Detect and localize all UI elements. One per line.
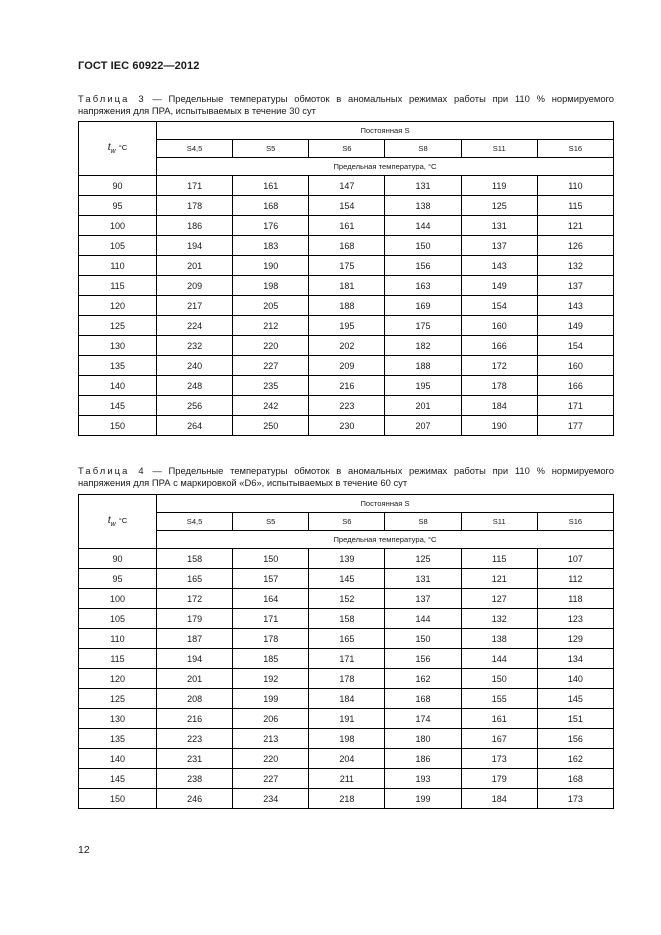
temperature-cell: 199 xyxy=(233,689,309,709)
temperature-cell: 131 xyxy=(461,216,537,236)
temperature-cell: 110 xyxy=(537,176,613,196)
temperature-cell: 167 xyxy=(461,729,537,749)
temperature-cell: 227 xyxy=(233,356,309,376)
s-value-header: S16 xyxy=(537,140,613,158)
temperature-cell: 246 xyxy=(157,789,233,809)
s-values-row xyxy=(79,513,614,531)
temperature-cell: 186 xyxy=(385,749,461,769)
table-row xyxy=(79,729,614,749)
temperature-cell: 154 xyxy=(309,196,385,216)
table-row xyxy=(79,709,614,729)
table-row xyxy=(79,336,614,356)
temperature-cell: 158 xyxy=(309,609,385,629)
temperature-cell: 179 xyxy=(157,609,233,629)
tw-value-cell: 90 xyxy=(79,176,157,196)
table-row xyxy=(79,376,614,396)
temperature-cell: 162 xyxy=(385,669,461,689)
temperature-cell: 192 xyxy=(233,669,309,689)
tw-value-cell: 120 xyxy=(79,296,157,316)
tw-value-cell: 125 xyxy=(79,689,157,709)
temperature-cell: 156 xyxy=(385,649,461,669)
temperature-cell: 205 xyxy=(233,296,309,316)
temperature-cell: 188 xyxy=(385,356,461,376)
tw-value-cell: 95 xyxy=(79,569,157,589)
temperature-cell: 166 xyxy=(461,336,537,356)
temperature-cell: 209 xyxy=(157,276,233,296)
temperature-cell: 217 xyxy=(157,296,233,316)
temperature-cell: 184 xyxy=(461,789,537,809)
s-value-header: S16 xyxy=(537,513,613,531)
temperature-cell: 149 xyxy=(537,316,613,336)
temperature-cell: 134 xyxy=(537,649,613,669)
constant-s-header: Постоянная S xyxy=(157,122,614,140)
s-value-header: S4,5 xyxy=(157,140,233,158)
temperature-cell: 176 xyxy=(233,216,309,236)
tw-header-cell xyxy=(79,495,157,549)
temperature-cell: 156 xyxy=(385,256,461,276)
temperature-cell: 168 xyxy=(385,689,461,709)
table-row xyxy=(79,296,614,316)
temperature-cell: 218 xyxy=(309,789,385,809)
temperature-cell: 154 xyxy=(537,336,613,356)
temperature-cell: 169 xyxy=(385,296,461,316)
temperature-cell: 138 xyxy=(385,196,461,216)
tw-value-cell: 115 xyxy=(79,649,157,669)
temperature-cell: 158 xyxy=(157,549,233,569)
temperature-cell: 156 xyxy=(537,729,613,749)
temperature-cell: 182 xyxy=(385,336,461,356)
temperature-cell: 202 xyxy=(309,336,385,356)
temperature-cell: 193 xyxy=(385,769,461,789)
temperature-cell: 211 xyxy=(309,769,385,789)
constant-s-header: Постоянная S xyxy=(157,495,614,513)
tw-value-cell: 105 xyxy=(79,236,157,256)
temperature-cell: 181 xyxy=(309,276,385,296)
table-row xyxy=(79,609,614,629)
s-value-header: S5 xyxy=(233,513,309,531)
table4 xyxy=(78,494,614,809)
temperature-cell: 118 xyxy=(537,589,613,609)
table-row xyxy=(79,196,614,216)
temperature-cell: 121 xyxy=(537,216,613,236)
tw-value-cell: 150 xyxy=(79,416,157,436)
temperature-cell: 165 xyxy=(309,629,385,649)
temperature-cell: 204 xyxy=(309,749,385,769)
table4-label: Таблица 4 xyxy=(78,465,146,476)
temperature-cell: 172 xyxy=(461,356,537,376)
table-row xyxy=(79,589,614,609)
temperature-cell: 201 xyxy=(385,396,461,416)
temperature-cell: 115 xyxy=(537,196,613,216)
tw-value-cell: 130 xyxy=(79,709,157,729)
temperature-cell: 201 xyxy=(157,256,233,276)
temperature-cell: 175 xyxy=(309,256,385,276)
temperature-cell: 190 xyxy=(461,416,537,436)
temperature-cell: 198 xyxy=(309,729,385,749)
temperature-cell: 123 xyxy=(537,609,613,629)
table-row xyxy=(79,256,614,276)
tw-value-cell: 135 xyxy=(79,356,157,376)
temperature-cell: 207 xyxy=(385,416,461,436)
temperature-cell: 171 xyxy=(309,649,385,669)
table-row xyxy=(79,769,614,789)
temperature-cell: 174 xyxy=(385,709,461,729)
temperature-cell: 240 xyxy=(157,356,233,376)
temperature-cell: 107 xyxy=(537,549,613,569)
temperature-cell: 238 xyxy=(157,769,233,789)
temperature-cell: 144 xyxy=(385,609,461,629)
table-row xyxy=(79,416,614,436)
temperature-cell: 168 xyxy=(537,769,613,789)
temperature-cell: 147 xyxy=(309,176,385,196)
table-row xyxy=(79,236,614,256)
temperature-cell: 175 xyxy=(385,316,461,336)
temperature-cell: 234 xyxy=(233,789,309,809)
s-value-header: S4,5 xyxy=(157,513,233,531)
table4-caption xyxy=(78,465,614,488)
temperature-cell: 131 xyxy=(385,176,461,196)
temperature-cell: 143 xyxy=(537,296,613,316)
table-row xyxy=(79,569,614,589)
table-row xyxy=(79,629,614,649)
temperature-cell: 119 xyxy=(461,176,537,196)
temperature-cell: 137 xyxy=(537,276,613,296)
tw-value-cell: 140 xyxy=(79,376,157,396)
temperature-cell: 151 xyxy=(537,709,613,729)
temperature-cell: 150 xyxy=(233,549,309,569)
page-number: 12 xyxy=(78,844,90,856)
temperature-cell: 137 xyxy=(385,589,461,609)
table-row xyxy=(79,356,614,376)
temperature-cell: 178 xyxy=(233,629,309,649)
temperature-cell: 220 xyxy=(233,749,309,769)
limit-temp-header: Предельная температура, °С xyxy=(157,158,614,176)
temperature-cell: 216 xyxy=(309,376,385,396)
temperature-cell: 144 xyxy=(385,216,461,236)
temperature-cell: 137 xyxy=(461,236,537,256)
table-row xyxy=(79,789,614,809)
temperature-cell: 154 xyxy=(461,296,537,316)
temperature-cell: 206 xyxy=(233,709,309,729)
tw-value-cell: 110 xyxy=(79,256,157,276)
temperature-cell: 160 xyxy=(461,316,537,336)
tw-value-cell: 100 xyxy=(79,216,157,236)
temperature-cell: 242 xyxy=(233,396,309,416)
table3 xyxy=(78,121,614,436)
tw-unit: °С xyxy=(118,516,128,526)
table-row xyxy=(79,316,614,336)
temperature-cell: 145 xyxy=(537,689,613,709)
temperature-cell: 195 xyxy=(385,376,461,396)
table-row xyxy=(79,549,614,569)
temperature-cell: 161 xyxy=(461,709,537,729)
table3-body xyxy=(79,176,614,436)
tw-value-cell: 140 xyxy=(79,749,157,769)
s-values-row xyxy=(79,140,614,158)
temperature-cell: 224 xyxy=(157,316,233,336)
temperature-cell: 256 xyxy=(157,396,233,416)
temperature-cell: 138 xyxy=(461,629,537,649)
tw-unit: °С xyxy=(118,143,128,153)
tw-symbol: $t_w$ xyxy=(107,514,116,529)
limit-temp-header: Предельная температура, °С xyxy=(157,531,614,549)
s-value-header: S6 xyxy=(309,513,385,531)
s-value-header: S8 xyxy=(385,140,461,158)
temperature-cell: 250 xyxy=(233,416,309,436)
temperature-cell: 172 xyxy=(157,589,233,609)
temperature-cell: 129 xyxy=(537,629,613,649)
temperature-cell: 264 xyxy=(157,416,233,436)
temperature-cell: 173 xyxy=(461,749,537,769)
tw-value-cell: 90 xyxy=(79,549,157,569)
temperature-cell: 145 xyxy=(309,569,385,589)
temperature-cell: 112 xyxy=(537,569,613,589)
temperature-cell: 186 xyxy=(157,216,233,236)
s-value-header: S6 xyxy=(309,140,385,158)
table-row xyxy=(79,176,614,196)
temperature-cell: 171 xyxy=(157,176,233,196)
table-row xyxy=(79,396,614,416)
temperature-cell: 152 xyxy=(309,589,385,609)
temperature-cell: 187 xyxy=(157,629,233,649)
table4-body xyxy=(79,549,614,809)
tw-value-cell: 145 xyxy=(79,769,157,789)
temperature-cell: 166 xyxy=(537,376,613,396)
temperature-cell: 220 xyxy=(233,336,309,356)
temperature-cell: 198 xyxy=(233,276,309,296)
tw-value-cell: 105 xyxy=(79,609,157,629)
temperature-cell: 223 xyxy=(157,729,233,749)
temperature-cell: 150 xyxy=(461,669,537,689)
table-row xyxy=(79,669,614,689)
temperature-cell: 213 xyxy=(233,729,309,749)
temperature-cell: 201 xyxy=(157,669,233,689)
temperature-cell: 188 xyxy=(309,296,385,316)
temperature-cell: 157 xyxy=(233,569,309,589)
temperature-cell: 163 xyxy=(385,276,461,296)
s-value-header: S8 xyxy=(385,513,461,531)
s-value-header: S11 xyxy=(461,513,537,531)
temperature-cell: 248 xyxy=(157,376,233,396)
tw-value-cell: 135 xyxy=(79,729,157,749)
temperature-cell: 190 xyxy=(233,256,309,276)
temperature-cell: 149 xyxy=(461,276,537,296)
temperature-cell: 125 xyxy=(461,196,537,216)
temperature-cell: 194 xyxy=(157,236,233,256)
temperature-cell: 209 xyxy=(309,356,385,376)
temperature-cell: 150 xyxy=(385,629,461,649)
temperature-cell: 232 xyxy=(157,336,233,356)
temperature-cell: 178 xyxy=(157,196,233,216)
temperature-cell: 184 xyxy=(309,689,385,709)
temperature-cell: 230 xyxy=(309,416,385,436)
temperature-cell: 160 xyxy=(537,356,613,376)
temperature-cell: 183 xyxy=(233,236,309,256)
temperature-cell: 216 xyxy=(157,709,233,729)
temperature-cell: 140 xyxy=(537,669,613,689)
tw-symbol: $t_w$ xyxy=(107,141,116,156)
temperature-cell: 178 xyxy=(461,376,537,396)
temperature-cell: 191 xyxy=(309,709,385,729)
tw-value-cell: 95 xyxy=(79,196,157,216)
temperature-cell: 180 xyxy=(385,729,461,749)
temperature-cell: 177 xyxy=(537,416,613,436)
temperature-cell: 143 xyxy=(461,256,537,276)
temperature-cell: 121 xyxy=(461,569,537,589)
temperature-cell: 173 xyxy=(537,789,613,809)
temperature-cell: 171 xyxy=(233,609,309,629)
temperature-cell: 231 xyxy=(157,749,233,769)
temperature-cell: 178 xyxy=(309,669,385,689)
temperature-cell: 126 xyxy=(537,236,613,256)
table-row xyxy=(79,749,614,769)
temperature-cell: 208 xyxy=(157,689,233,709)
temperature-cell: 212 xyxy=(233,316,309,336)
temperature-cell: 139 xyxy=(309,549,385,569)
tw-value-cell: 130 xyxy=(79,336,157,356)
temperature-cell: 115 xyxy=(461,549,537,569)
temperature-cell: 131 xyxy=(385,569,461,589)
temperature-cell: 199 xyxy=(385,789,461,809)
tw-value-cell: 125 xyxy=(79,316,157,336)
temperature-cell: 161 xyxy=(233,176,309,196)
temperature-cell: 223 xyxy=(309,396,385,416)
temperature-cell: 164 xyxy=(233,589,309,609)
temperature-cell: 168 xyxy=(309,236,385,256)
tw-value-cell: 110 xyxy=(79,629,157,649)
temperature-cell: 227 xyxy=(233,769,309,789)
table3-caption-text: — Предельные температуры обмоток в аномальных режимах работы при 110 % нормируемого напряжения для ПРА, испытываемых в течение 30 сут xyxy=(78,93,614,116)
temperature-cell: 161 xyxy=(309,216,385,236)
table3-label: Таблица 3 xyxy=(78,93,146,104)
temperature-cell: 155 xyxy=(461,689,537,709)
document-header: ГОСТ IEC 60922—2012 xyxy=(78,60,200,72)
table4-caption-text: — Предельные температуры обмоток в аномальных режимах работы при 110 % нормируемого напряжения для ПРА с маркировкой «D6», испытываемых в течение 60 сут xyxy=(78,465,614,488)
temperature-cell: 150 xyxy=(385,236,461,256)
temperature-cell: 144 xyxy=(461,649,537,669)
tw-value-cell: 115 xyxy=(79,276,157,296)
temperature-cell: 127 xyxy=(461,589,537,609)
temperature-cell: 235 xyxy=(233,376,309,396)
temperature-cell: 184 xyxy=(461,396,537,416)
table-row xyxy=(79,649,614,669)
tw-value-cell: 100 xyxy=(79,589,157,609)
temperature-cell: 168 xyxy=(233,196,309,216)
temperature-cell: 162 xyxy=(537,749,613,769)
s-value-header: S5 xyxy=(233,140,309,158)
temperature-cell: 165 xyxy=(157,569,233,589)
temperature-cell: 132 xyxy=(461,609,537,629)
temperature-cell: 132 xyxy=(537,256,613,276)
table-row xyxy=(79,216,614,236)
table-row xyxy=(79,276,614,296)
tw-value-cell: 145 xyxy=(79,396,157,416)
temperature-cell: 171 xyxy=(537,396,613,416)
tw-value-cell: 150 xyxy=(79,789,157,809)
temperature-cell: 179 xyxy=(461,769,537,789)
tw-header-cell xyxy=(79,122,157,176)
temperature-cell: 194 xyxy=(157,649,233,669)
table3-caption xyxy=(78,93,614,116)
table-row xyxy=(79,689,614,709)
temperature-cell: 195 xyxy=(309,316,385,336)
temperature-cell: 185 xyxy=(233,649,309,669)
temperature-cell: 125 xyxy=(385,549,461,569)
s-value-header: S11 xyxy=(461,140,537,158)
tw-value-cell: 120 xyxy=(79,669,157,689)
